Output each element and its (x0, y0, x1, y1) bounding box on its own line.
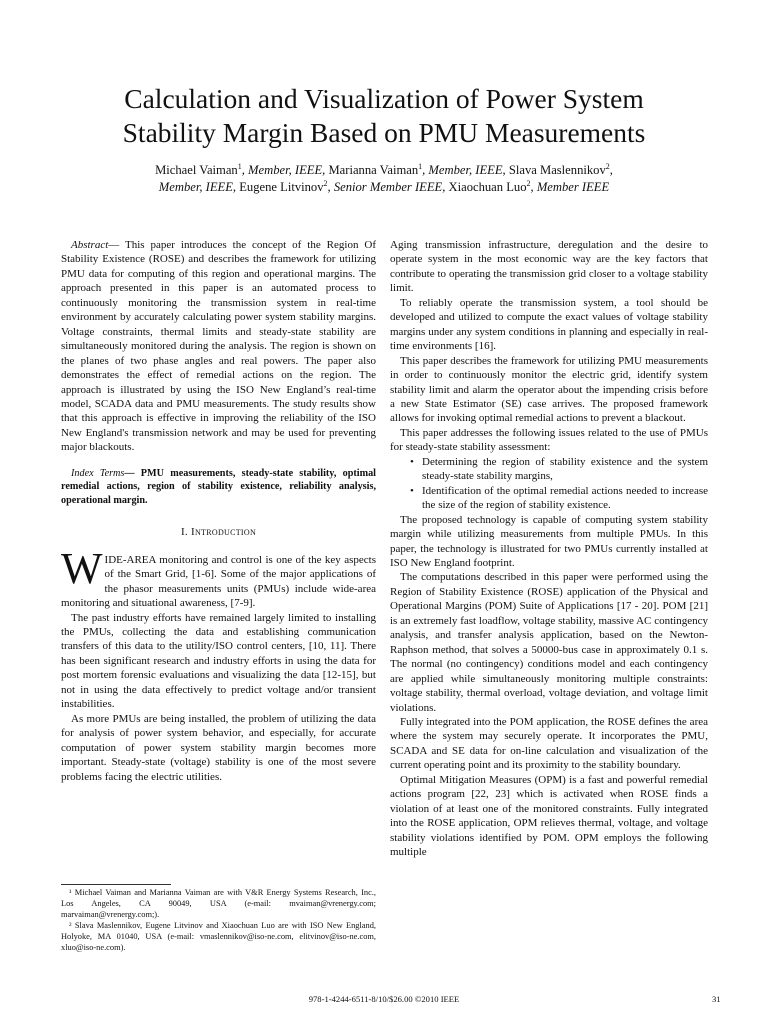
right-paragraph-3: This paper describes the framework for utilizing PMU measurements in order to continuously monitor the electric grid, identify system stability limit and alarm the operator about the impending crisis before a new State Estimator (SE) case arrives. The proposed framework allows for invoking optimal remedial actions to prevent a blackout. (390, 354, 708, 425)
author-name: Eugene Litvinov (236, 180, 324, 194)
footnote-1: ¹ Michael Vaiman and Marianna Vaiman are with V&R Energy Systems Research, Inc., Los Angeles, CA 90049, USA (e-mail: mvaiman@vrenergy.com; marvaiman@vrenergy.com;). (61, 888, 376, 920)
title-line-1: Calculation and Visualization of Power System (124, 83, 644, 114)
intro-paragraph-2: The past industry efforts have remained largely limited to installing the PMUs, collecting the data and establishing communication transfers of this data to the utility/ISO control centers, [10, 11]. There has been significant research and industry efforts in using the data for post mortem forensic evaluations and visualizing the data [12-15], but not in using the data effectively to predict voltage and/or transient instabilities. (61, 611, 376, 711)
right-paragraph-2: To reliably operate the transmission system, a tool should be developed and utilized to compute the exact values of voltage stability margins under any system conditions in planning and especially in real-time environments [16]. (390, 296, 708, 353)
list-item: • Identification of the optimal remedial actions needed to increase the size of the region of stability existence. (390, 484, 708, 513)
title-line-2: Stability Margin Based on PMU Measurements (122, 117, 646, 148)
right-paragraph-4: This paper addresses the following issues related to the use of PMUs for steady-state stability assessment: (390, 426, 708, 454)
affiliation-mark: 1 (418, 161, 423, 171)
intro-paragraph-1-text: IDE-AREA monitoring and control is one of the key aspects of the Smart Grid, [1-6]. Some of the major applications of the phasor measurements units (PMUs) include wide-area monitoring and situational awareness, [7-9]. (61, 553, 376, 610)
index-terms-text: — PMU measurements, steady-state stability, optimal remedial actions, region of stability existence, reliability analysis, operational margin. (61, 467, 376, 506)
abstract-label: Abstract (71, 239, 109, 251)
right-paragraph-1: Aging transmission infrastructure, deregulation and the desire to operate system in the most economic way are the key factors that contribute to operating the transmission grid closer to a voltage stability limit. (390, 239, 708, 295)
right-column (390, 238, 708, 859)
author-name: Marianna Vaiman (325, 163, 419, 177)
section-heading-introduction: I. Introduction (180, 526, 257, 539)
intro-paragraph-3: As more PMUs are being installed, the problem of utilizing the data for analysis of power system behavior, and especially, for accurate computation of power system stability margin becomes more important. Steady-state (voltage) stability is one of the most severe problems facing the electric utilities. (61, 712, 376, 783)
authors-line-1 (60, 162, 708, 179)
author-role: , Member, IEEE, (422, 163, 506, 177)
issue-list (390, 455, 708, 513)
author-name: Slava Maslennikov (505, 163, 606, 177)
drop-cap: W (61, 543, 103, 593)
author-name: Michael Vaiman (155, 163, 238, 177)
authors-line-2 (60, 179, 708, 196)
abstract-text: — This paper introduces the concept of the Region Of Stability Existence (ROSE) and describes the framework for utilizing PMU data for computing of this region and operational margins. The approach presented in this paper is an automated process to continuously monitoring the transmission system in real-time environment by accurately calculating power system stability margins. Voltage constraints, thermal limits and steady-state stability are simultaneously monitored during the analysis. The region is shown on the planes of two phase angles and real powers. The paper also demonstrates the effect of remedial actions on the region. The approach is illustrated by using the ISO New England’s real-time model, SCADA data and PMU measurements. The study results show that this approach is effective in improving the reliability of the ISO New England's transmission network and may be used for preventing major blackouts. (61, 239, 376, 454)
author-name: Xiaochuan Luo (445, 180, 527, 194)
paper-title (40, 82, 728, 150)
copyright-footer: 978-1-4244-6511-8/10/$26.00 ©2010 IEEE (308, 994, 460, 1004)
footnote-2: ² Slava Maslennikov, Eugene Litvinov and Xiaochuan Luo are with ISO New England, Holyoke, MA 01040, USA (e-mail: vmaslennikov@iso-ne.com, elitvinov@iso-ne.com, xluo@iso-ne.com). (61, 921, 376, 953)
affiliation-mark: 2 (526, 178, 531, 188)
author-list (60, 162, 708, 196)
affiliation-mark: 2 (605, 161, 610, 171)
author-role: Member, IEEE, (158, 180, 237, 194)
affiliation-mark: 2 (323, 178, 328, 188)
index-terms (61, 467, 376, 508)
author-role: , Member, IEEE, (241, 163, 326, 177)
intro-paragraph-1 (61, 543, 376, 611)
index-terms-label: Index Terms (71, 467, 125, 479)
author-role: , (609, 163, 613, 177)
right-paragraph-5: The proposed technology is capable of computing system stability margin while utilizing measurements from multiple PMUs. In this paper, the technology is illustrated for two PMUs currently installed at ISO New England footprint. (390, 513, 708, 569)
right-paragraph-7: Fully integrated into the POM application, the ROSE defines the area where the system may securely operate. It incorporates the PMU, SCADA and SE data for on-line calculation and visualization of the current operating point and its proximity to the stability boundary. (390, 715, 708, 772)
affiliation-mark: 1 (237, 161, 242, 171)
author-role: , Member IEEE (530, 180, 610, 194)
left-column (61, 238, 376, 784)
author-role: , Senior Member IEEE, (327, 180, 446, 194)
list-item: • Determining the region of stability existence and the system steady-state stability margins, (390, 455, 708, 484)
right-paragraph-8: Optimal Mitigation Measures (OPM) is a fast and powerful remedial actions program [22, 23] which is activated when ROSE finds a violation of at least one of the monitored constraints. Fully integrated into the ROSE application, OPM relieves thermal, voltage, and voltage stability violations identified by POM. OPM employs the following multiple (390, 773, 708, 859)
right-paragraph-6: The computations described in this paper were performed using the Region of Stability Existence (ROSE) application of the Physical and Operational Margins (POM) Suite of Applications [17 - 20]. POM [21] is an extremely fast loadflow, voltage stability, massive AC contingency analysis, and transfer analysis application, based on the Newton-Raphson method, that solves a 50000-bus case in approximately 0.1 s. The normal (no contingency) conditions model and each contingency are applied while simultaneously monitoring multiple constraints: voltage stability, thermal overload, voltage deviation, and voltage limit violations. (390, 571, 708, 714)
page-number: 31 (712, 994, 721, 1004)
footnote-divider (61, 884, 171, 885)
footnotes (61, 887, 376, 954)
abstract (61, 238, 376, 455)
